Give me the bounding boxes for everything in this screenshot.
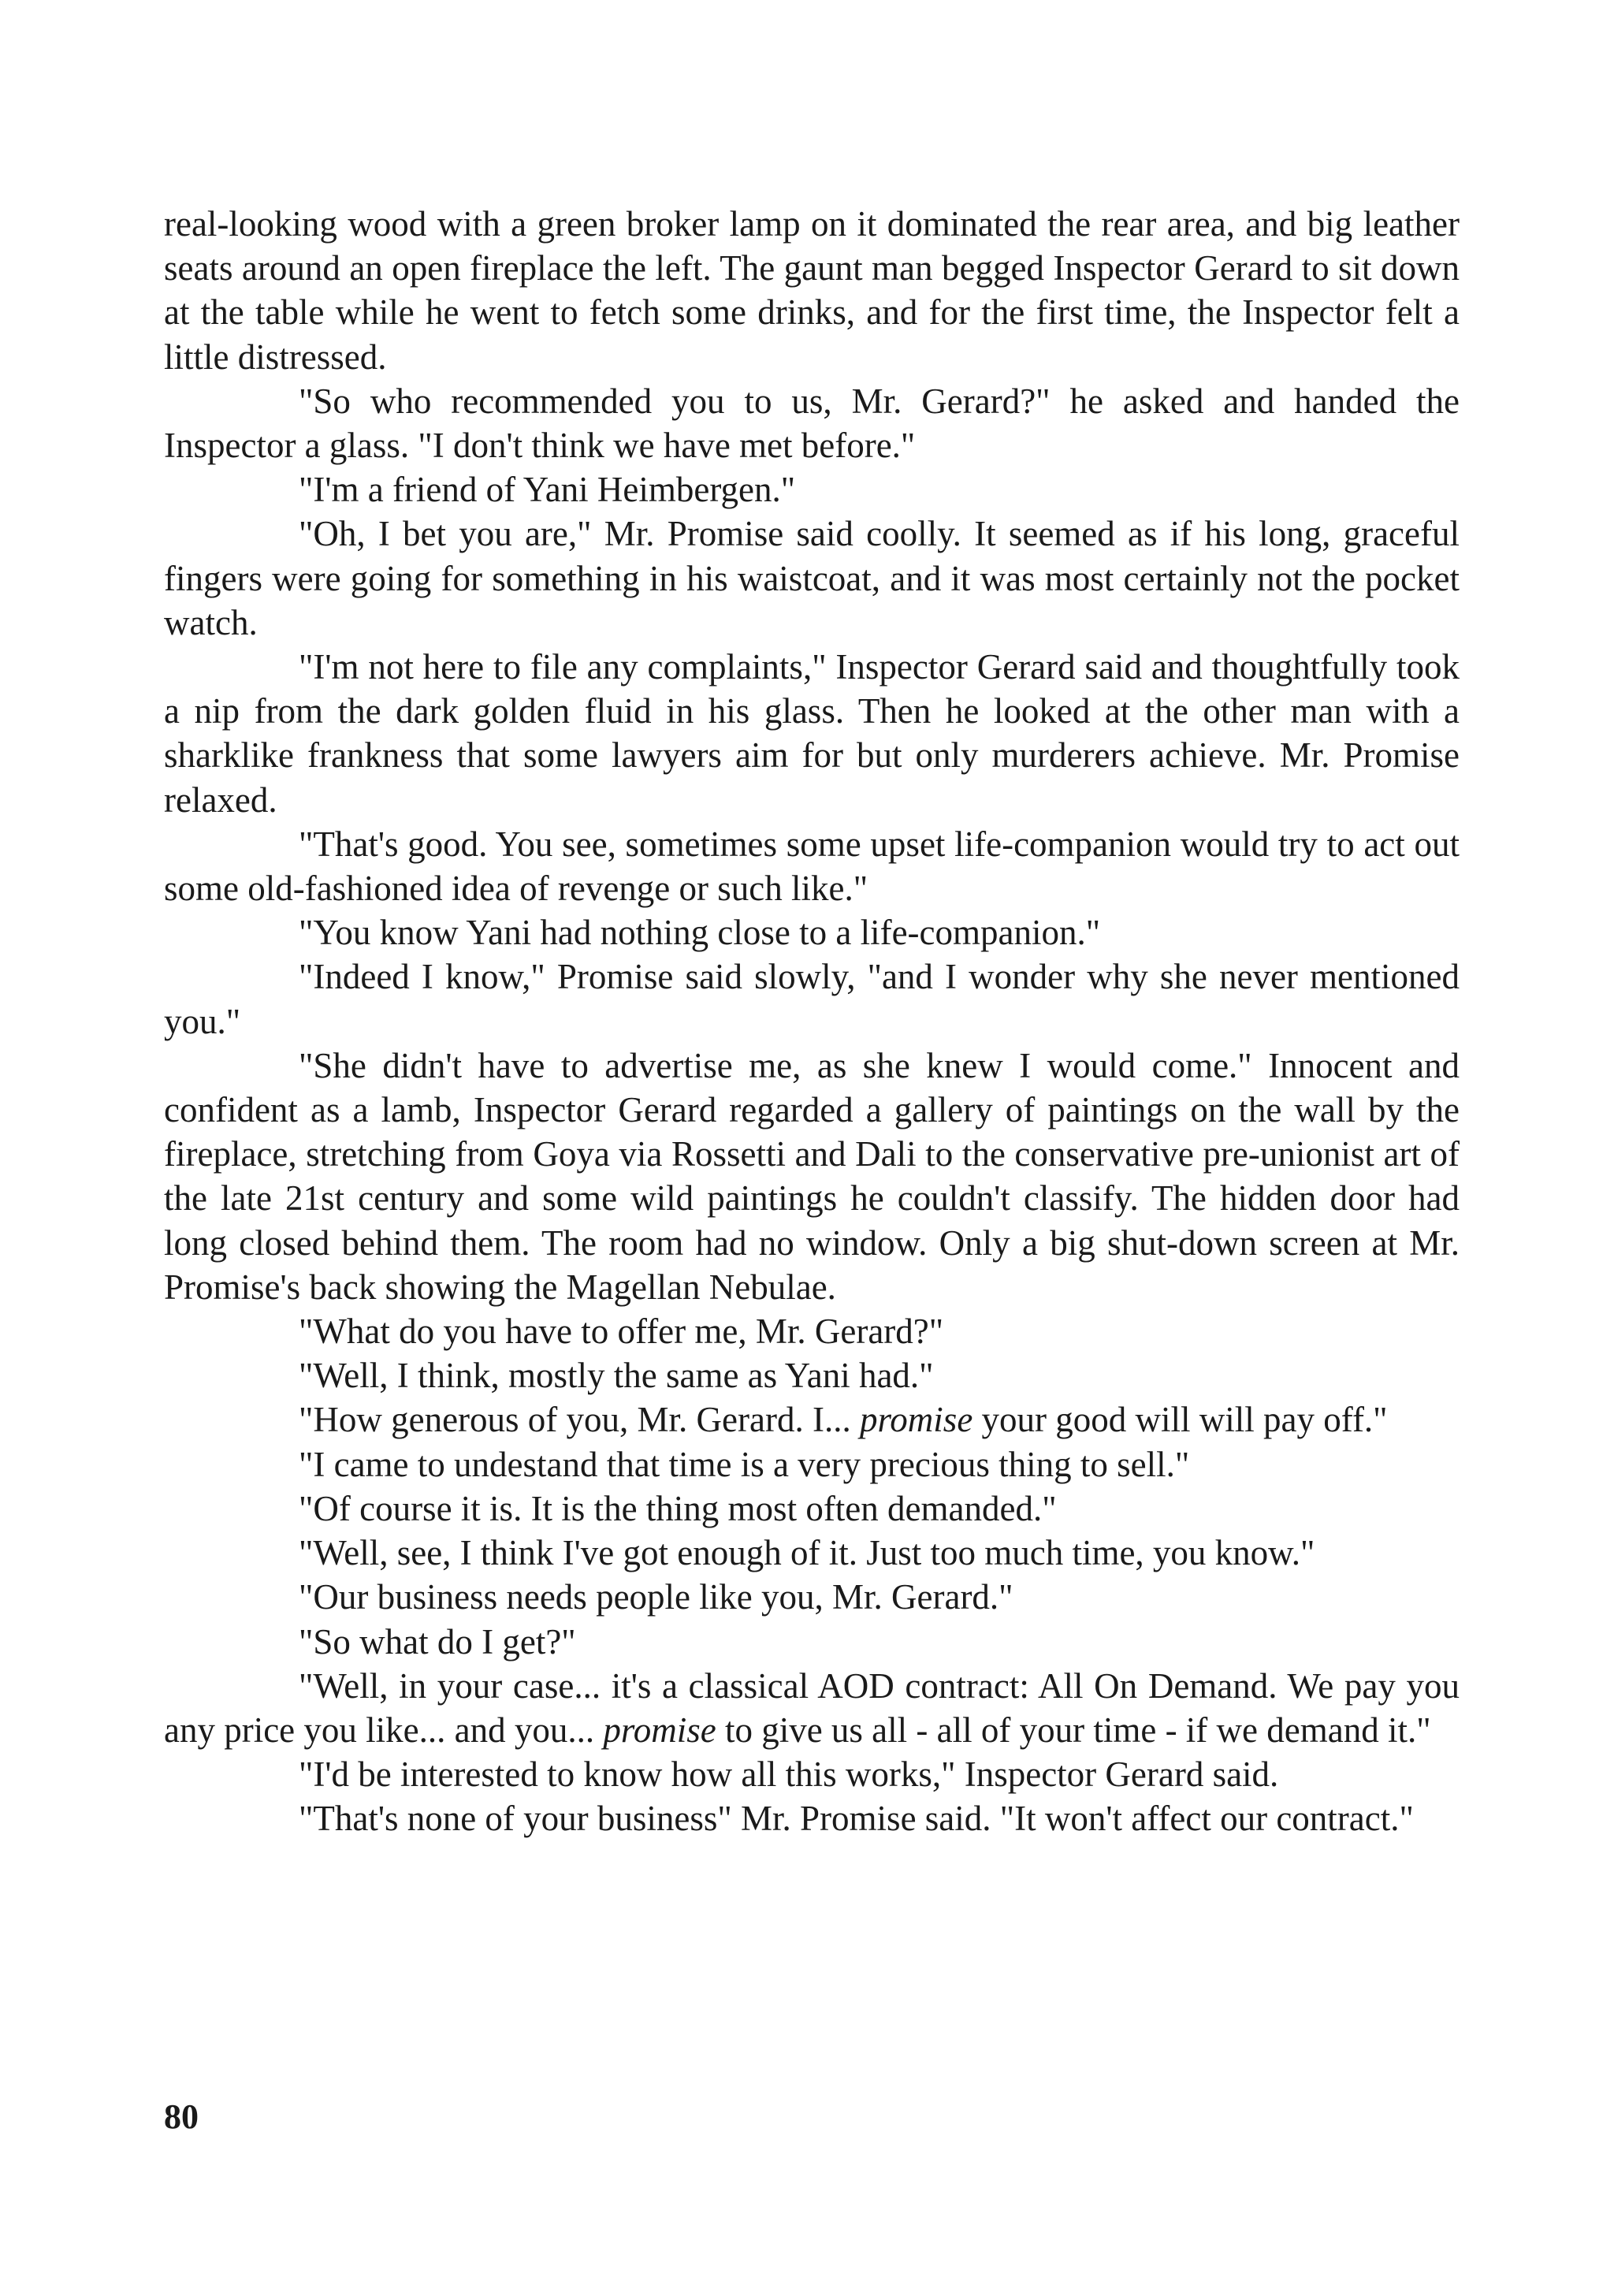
paragraph: "That's good. You see, sometimes some upset life-companion would try to act out some old-fashioned idea of revenge or such like.": [164, 824, 1460, 909]
italic-word: promise: [603, 1710, 716, 1750]
paragraph: [164, 1664, 1460, 1752]
paragraph: "She didn't have to advertise me, as she knew I would come." Innocent and confident as a lamb, Inspector Gerard regarded a gallery of paintings on the wall by the fireplace, stretching from Goya via Rossetti and Dali to the conservative pre-unionist art of the late 21st century and some wild paintings he couldn't classify. The hidden door had long closed behind them. The room had no window. Only a big shut-down screen at Mr. Promise's back showing the Magellan Nebulae.: [164, 1045, 1460, 1307]
paragraph-text: your good will will pay off.": [972, 1400, 1388, 1440]
paragraph: "You know Yani had nothing close to a life-companion.": [299, 913, 1101, 953]
paragraph: "Of course it is. It is the thing most often demanded.": [299, 1488, 1057, 1528]
paragraph: "Our business needs people like you, Mr. Gerard.": [299, 1577, 1013, 1617]
paragraph: "So what do I get?": [299, 1621, 576, 1662]
paragraph: "So who recommended you to us, Mr. Gerard?" he asked and handed the Inspector a glass. "I don't think we have met before.": [164, 381, 1460, 466]
paragraph: [164, 1397, 1460, 1442]
paragraph: "Well, I think, mostly the same as Yani had.": [299, 1356, 934, 1396]
paragraph: "Indeed I know," Promise said slowly, "and I wonder why she never mentioned you.": [164, 957, 1460, 1041]
paragraph: "That's none of your business" Mr. Promise said. "It won't affect our contract.": [299, 1799, 1414, 1839]
paragraph: "I'm a friend of Yani Heimbergen.": [299, 470, 796, 510]
page-number: 80: [164, 2097, 199, 2136]
paragraph: "Oh, I bet you are," Mr. Promise said coolly. It seemed as if his long, graceful fingers were going for something in his waistcoat, and it was most certainly not the pocket watch.: [164, 514, 1460, 642]
paragraph: real-looking wood with a green broker lamp on it dominated the rear area, and big leather seats around an open fireplace the left. The gaunt man begged Inspector Gerard to sit down at the table while he went to fetch some drinks, and for the first time, the Inspector felt a little distressed.: [164, 204, 1460, 377]
italic-word: promise: [859, 1400, 973, 1440]
paragraph-text: to give us all - all of your time - if we demand it.": [716, 1710, 1431, 1750]
body-text: [164, 202, 1460, 1841]
paragraph-text: "How generous of you, Mr. Gerard. I...: [299, 1400, 860, 1440]
paragraph-text: "Well, in your case... it's a classical AOD contract: All On Demand. We pay you any price you like... and you...: [164, 1665, 1460, 1750]
paragraph: "I'm not here to file any complaints," Inspector Gerard said and thoughtfully took a nip from the dark golden fluid in his glass. Then he looked at the other man with a sharklike frankness that some lawyers aim for but only murderers achieve. Mr. Promise relaxed.: [164, 647, 1460, 820]
paragraph: "I came to undestand that time is a very precious thing to sell.": [299, 1444, 1190, 1484]
paragraph: "What do you have to offer me, Mr. Gerard?": [299, 1312, 944, 1352]
paragraph: "Well, see, I think I've got enough of it. Just too much time, you know.": [299, 1533, 1315, 1573]
paragraph: "I'd be interested to know how all this works," Inspector Gerard said.: [299, 1755, 1279, 1795]
